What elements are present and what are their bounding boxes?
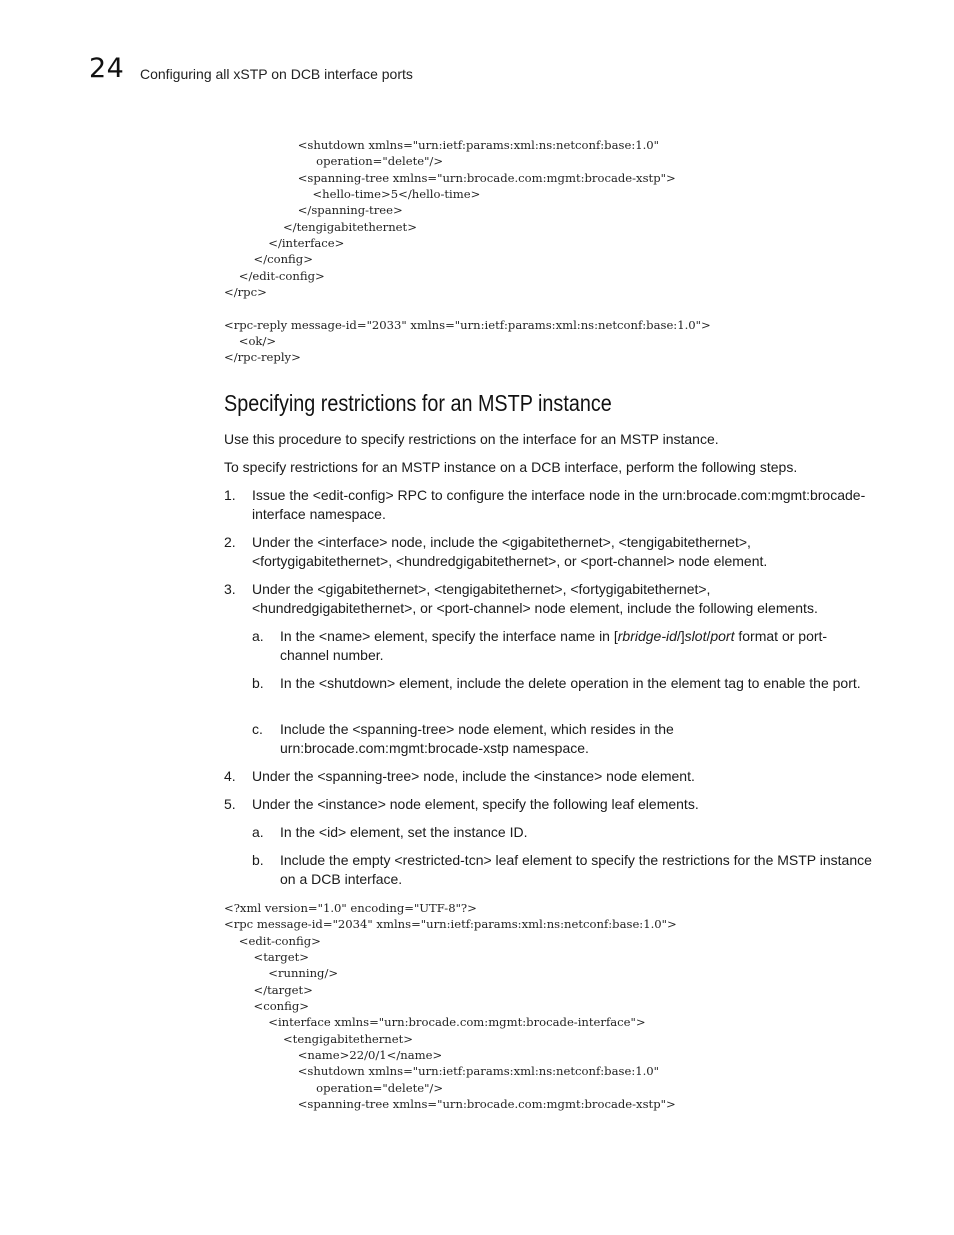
substep-letter: b. bbox=[252, 675, 264, 691]
steps-intro-paragraph: To specify restrictions for an MSTP instance on a DCB interface, perform the following steps. bbox=[224, 459, 798, 475]
code-block-rpc-reply: <shutdown xmlns="urn:ietf:params:xml:ns:netconf:base:1.0" operation="delete"/> <spanning-tree xmlns="urn:brocade.com:mgmt:brocade-xstp"> <hello-time>5</hello-time> </spanning-tree> </tengigabitethernet> </interface> </config> </edit-config> </rpc> <rpc-reply message-id="2033" xmlns="urn:ietf:params:xml:ns:netconf:base:1.0"> <ok/> </rpc-reply> bbox=[224, 138, 711, 365]
rbridge-id-placeholder: rbridge-id bbox=[617, 628, 677, 644]
substep-letter: c. bbox=[252, 721, 263, 737]
substep-text-part: / bbox=[706, 628, 711, 644]
substep-text: Include the empty <restricted-tcn> leaf element to specify the restrictions for the MSTP instance on a DCB interface. bbox=[280, 852, 872, 887]
intro-paragraph: Use this procedure to specify restrictions on the interface for an MSTP instance. bbox=[224, 431, 719, 447]
substep-text bbox=[280, 627, 872, 665]
substep-text: In the <id> element, set the instance ID. bbox=[280, 824, 528, 840]
slot-placeholder: slot bbox=[684, 628, 707, 644]
chapter-title: Configuring all xSTP on DCB interface ports bbox=[140, 66, 413, 82]
substep-text: Include the <spanning-tree> node element, which resides in the urn:brocade.com:mgmt:brocade-xstp namespace. bbox=[280, 721, 674, 756]
substep-text: In the <shutdown> element, include the delete operation in the element tag to enable the port. bbox=[280, 675, 861, 691]
substep-letter: a. bbox=[252, 628, 264, 644]
section-heading: Specifying restrictions for an MSTP instance bbox=[224, 390, 612, 416]
step-number: 3. bbox=[224, 581, 236, 597]
step-number: 5. bbox=[224, 796, 236, 812]
chapter-number: 24 bbox=[89, 53, 125, 84]
substep-text-part: /] bbox=[676, 628, 685, 644]
port-placeholder: port bbox=[710, 628, 735, 644]
step-number: 1. bbox=[224, 487, 236, 503]
code-block-rpc-request: <?xml version="1.0" encoding="UTF-8"?> <rpc message-id="2034" xmlns="urn:ietf:params:xml:ns:netconf:base:1.0"> <edit-config> <target> <running/> </target> <config> <interface xmlns="urn:brocade.com:mgmt:brocade-interface"> <tengigabitethernet> <name>22/0/1</name> <shutdown xmlns="urn:ietf:params:xml:ns:netconf:base:1.0" operation="delete"/> <spanning-tree xmlns="urn:brocade.com:mgmt:brocade-xstp"> bbox=[224, 901, 677, 1112]
step-text: Under the <instance> node element, specify the following leaf elements. bbox=[252, 796, 699, 812]
substep-letter: a. bbox=[252, 824, 264, 840]
step-text: Under the <spanning-tree> node, include the <instance> node element. bbox=[252, 768, 695, 784]
substep-text-part: In the <name> element, specify the interface name in [ bbox=[280, 628, 618, 644]
step-text: Under the <interface> node, include the <gigabitethernet>, <tengigabitethernet>, <fortygigabitethernet>, <hundredgigabitethernet>, or <port-channel> node element. bbox=[252, 534, 768, 569]
substep-letter: b. bbox=[252, 852, 264, 868]
substep-text-part: format or port-channel number. bbox=[280, 628, 828, 663]
step-number: 4. bbox=[224, 768, 236, 784]
step-text: Issue the <edit-config> RPC to configure the interface node in the urn:brocade.com:mgmt:brocade-interface namespace. bbox=[252, 487, 866, 522]
step-text: Under the <gigabitethernet>, <tengigabitethernet>, <fortygigabitethernet>, <hundredgigabitethernet>, or <port-channel> node element, include the following elements. bbox=[252, 581, 818, 616]
step-number: 2. bbox=[224, 534, 236, 550]
